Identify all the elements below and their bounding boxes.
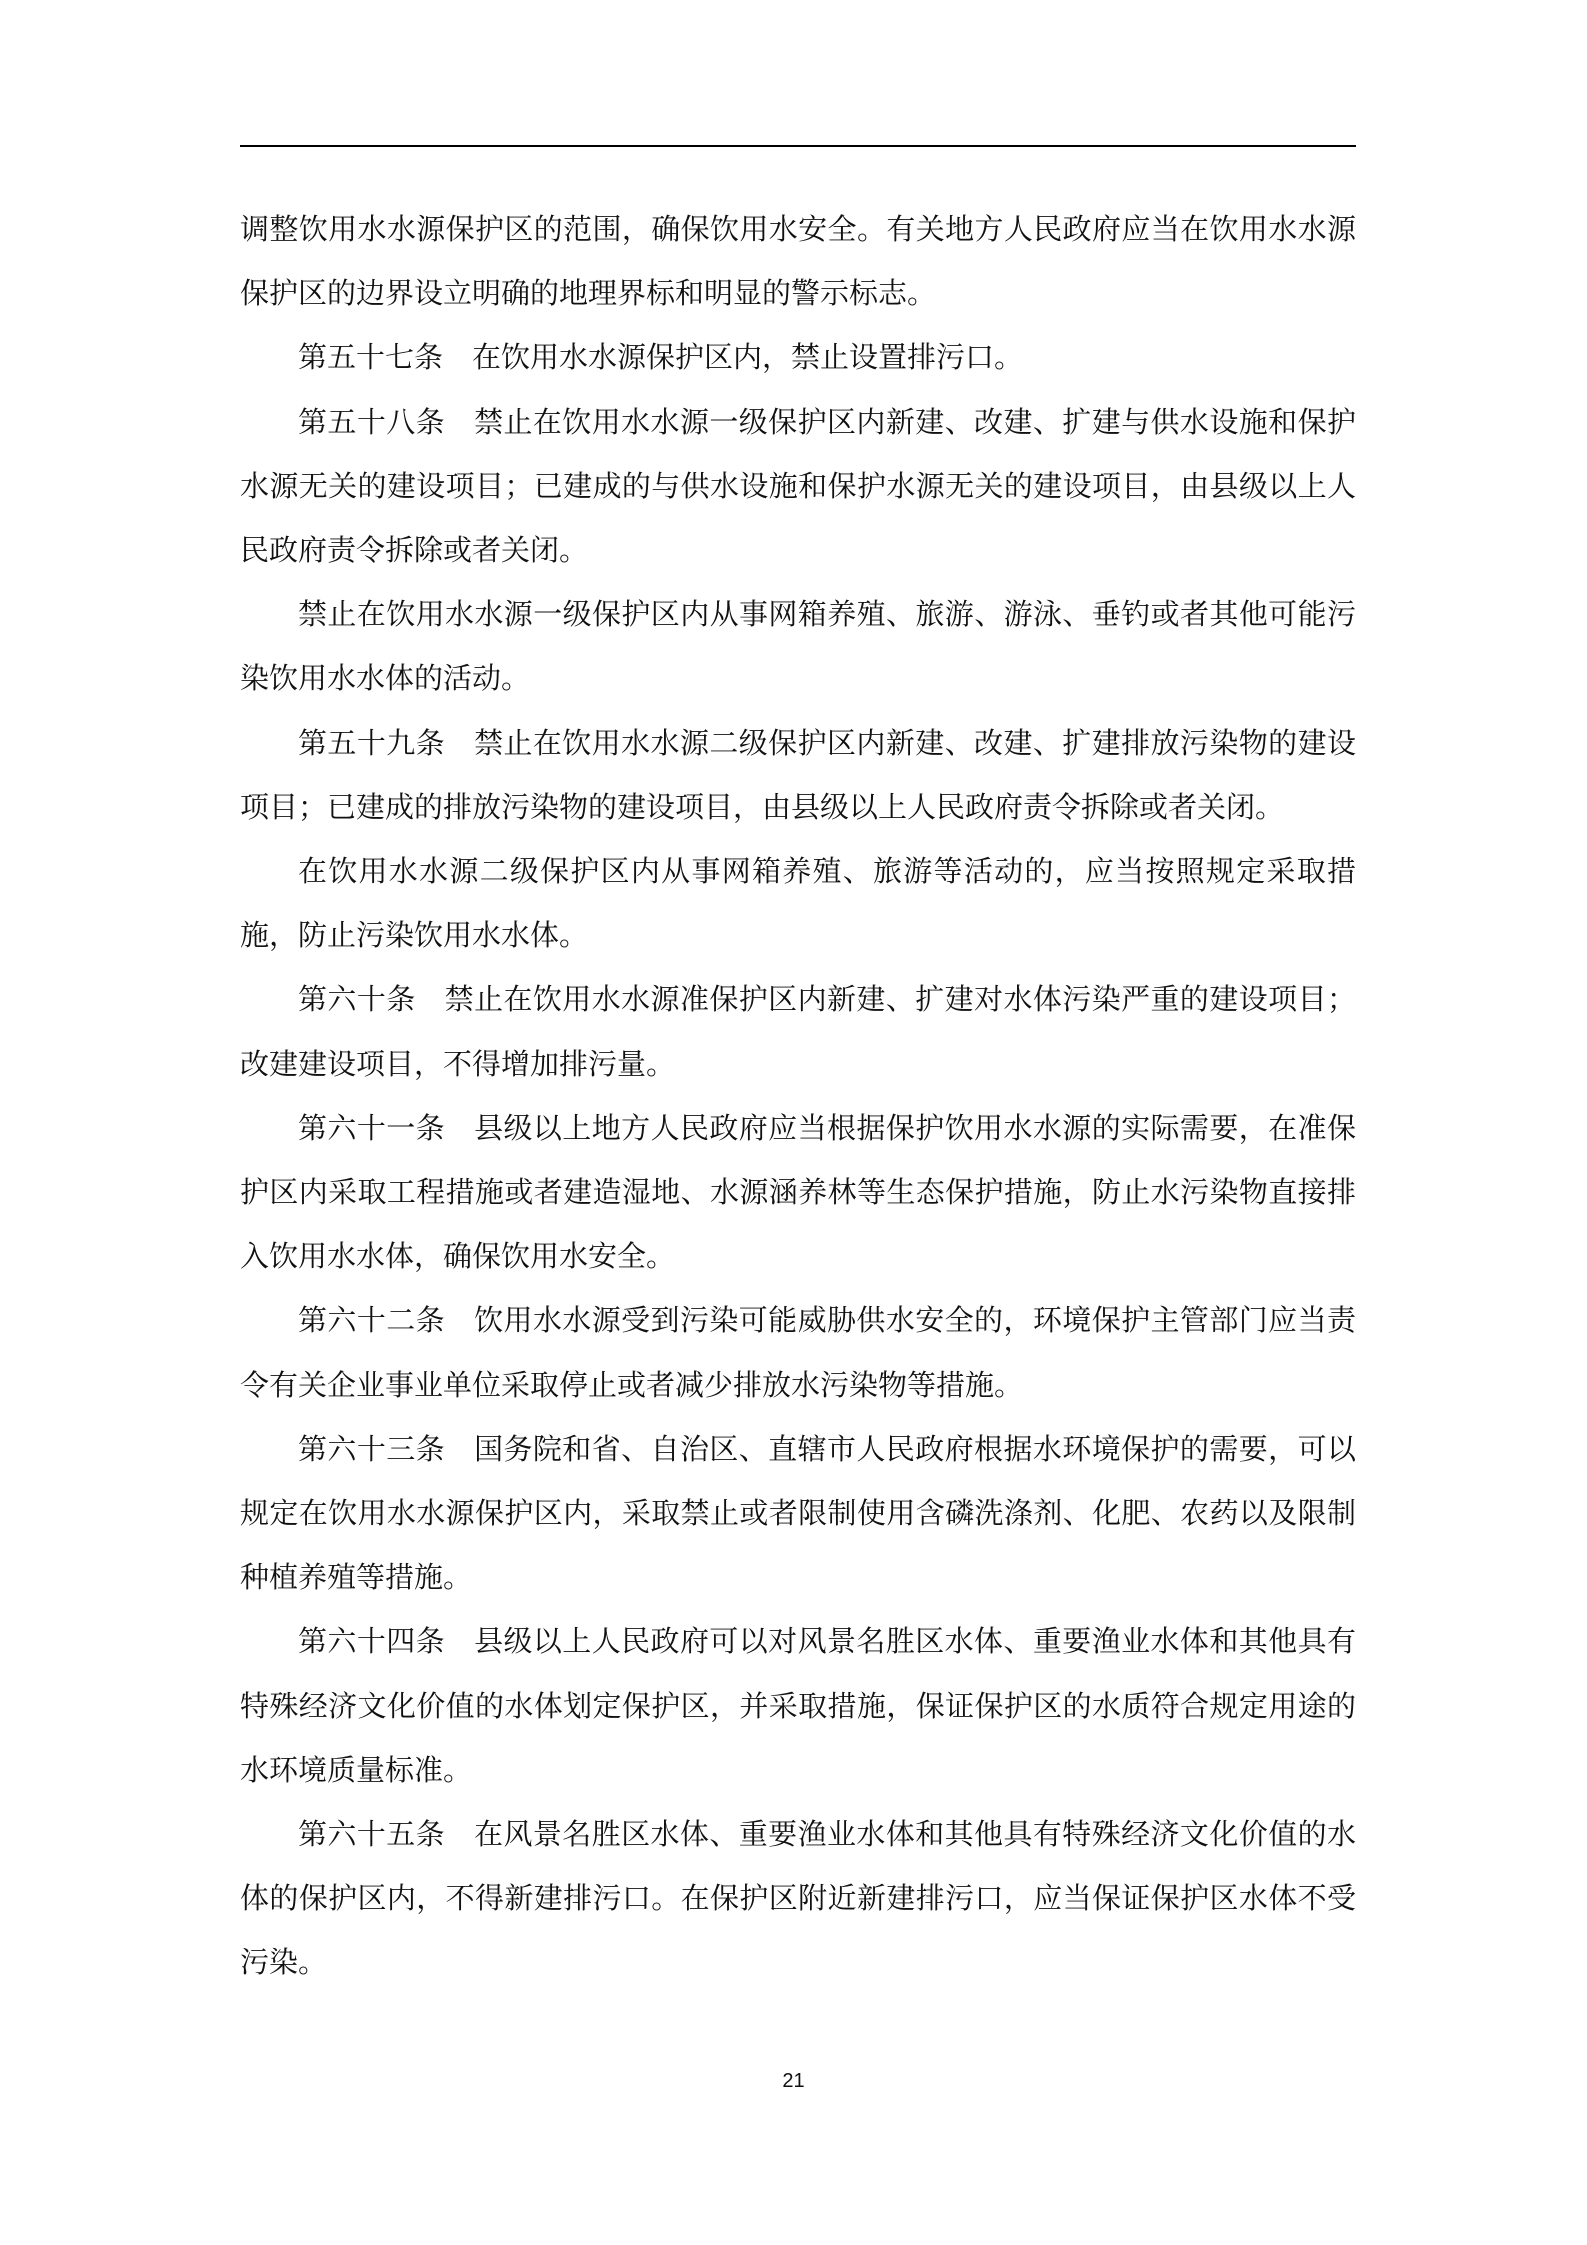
article-59 xyxy=(240,711,1356,839)
article-number: 第六十一条 xyxy=(298,1110,446,1145)
article-text: 在饮用水水源保护区内，禁止设置排污口。 xyxy=(472,340,1024,375)
article-59-para-2 xyxy=(240,839,1356,967)
paragraph-text: 禁止在饮用水水源一级保护区内从事网箱养殖、旅游、游泳、垂钓或者其他可能污染饮用水水体的活动。 xyxy=(240,597,1356,696)
article-number: 第六十五条 xyxy=(298,1817,446,1852)
article-number: 第五十九条 xyxy=(298,725,446,760)
article-58-para-2 xyxy=(240,582,1356,710)
paragraph-continuation xyxy=(240,197,1356,325)
article-number: 第六十四条 xyxy=(298,1624,446,1659)
article-text: 禁止在饮用水水源准保护区内新建、扩建对水体污染严重的建设项目；改建建设项目，不得增加排污量。 xyxy=(240,982,1356,1081)
article-text: 饮用水水源受到污染可能威胁供水安全的，环境保护主管部门应当责令有关企业事业单位采取停止或者减少排放水污染物等措施。 xyxy=(240,1303,1356,1402)
article-number: 第六十二条 xyxy=(298,1303,446,1338)
article-text: 国务院和省、自治区、直辖市人民政府根据水环境保护的需要，可以规定在饮用水水源保护区内，采取禁止或者限制使用含磷洗涤剂、化肥、农药以及限制种植养殖等措施。 xyxy=(240,1431,1356,1595)
article-number: 第五十七条 xyxy=(298,340,444,375)
header-rule xyxy=(240,145,1356,147)
article-63 xyxy=(240,1417,1356,1610)
article-text: 禁止在饮用水水源一级保护区内新建、改建、扩建与供水设施和保护水源无关的建设项目；已建成的与供水设施和保护水源无关的建设项目，由县级以上人民政府责令拆除或者关闭。 xyxy=(240,404,1356,568)
article-65 xyxy=(240,1802,1356,1995)
article-62 xyxy=(240,1288,1356,1416)
paragraph-text: 调整饮用水水源保护区的范围，确保饮用水安全。有关地方人民政府应当在饮用水水源保护区的边界设立明确的地理界标和明显的警示标志。 xyxy=(240,212,1356,311)
article-61 xyxy=(240,1096,1356,1289)
article-number: 第六十条 xyxy=(298,982,416,1017)
article-number: 第六十三条 xyxy=(298,1431,446,1466)
article-64 xyxy=(240,1609,1356,1802)
page-number: 21 xyxy=(782,2070,805,2092)
paragraph-text: 在饮用水水源二级保护区内从事网箱养殖、旅游等活动的，应当按照规定采取措施，防止污染饮用水水体。 xyxy=(240,854,1356,953)
article-57 xyxy=(240,325,1356,389)
article-text: 县级以上人民政府可以对风景名胜区水体、重要渔业水体和其他具有特殊经济文化价值的水体划定保护区，并采取措施，保证保护区的水质符合规定用途的水环境质量标准。 xyxy=(240,1624,1356,1787)
article-58 xyxy=(240,390,1356,583)
article-text: 县级以上地方人民政府应当根据保护饮用水水源的实际需要，在准保护区内采取工程措施或者建造湿地、水源涵养林等生态保护措施，防止水污染物直接排入饮用水水体，确保饮用水安全。 xyxy=(240,1110,1356,1274)
article-number: 第五十八条 xyxy=(298,404,446,439)
article-text: 在风景名胜区水体、重要渔业水体和其他具有特殊经济文化价值的水体的保护区内，不得新建排污口。在保护区附近新建排污口，应当保证保护区水体不受污染。 xyxy=(240,1817,1356,1980)
body-text xyxy=(240,197,1356,1995)
article-text: 禁止在饮用水水源二级保护区内新建、改建、扩建排放污染物的建设项目；已建成的排放污染物的建设项目，由县级以上人民政府责令拆除或者关闭。 xyxy=(240,725,1356,824)
article-60 xyxy=(240,967,1356,1095)
